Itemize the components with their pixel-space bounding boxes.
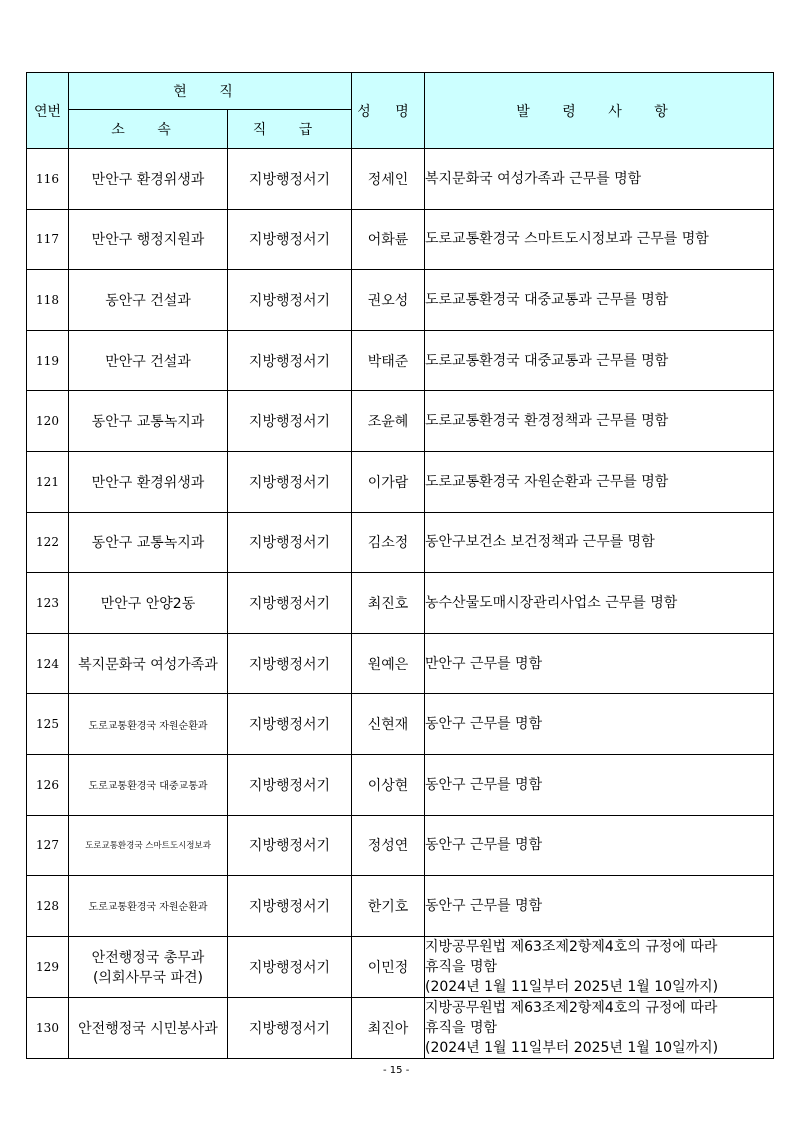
header-order: 발 령 사 항 <box>425 73 774 149</box>
row-order <box>425 209 774 270</box>
row-number: 124 <box>27 633 69 694</box>
order-line: 휴직을 명함 <box>425 1019 498 1036</box>
table-row <box>27 815 774 876</box>
row-name: 정세인 <box>352 149 425 210</box>
row-number: 117 <box>27 209 69 270</box>
affiliation-text: 만안구 행정지원과 <box>91 232 205 249</box>
row-affiliation <box>69 573 228 634</box>
affiliation-text: 동안구 건설과 <box>105 292 191 309</box>
row-number: 122 <box>27 512 69 573</box>
order-line: 동안구 근무를 명함 <box>425 776 543 793</box>
row-affiliation <box>69 512 228 573</box>
row-order <box>425 936 774 997</box>
affiliation-text: 안전행정국 총무과 <box>91 949 205 966</box>
table-row <box>27 997 774 1058</box>
order-line: 도로교통환경국 대중교통과 근무를 명함 <box>425 352 669 369</box>
row-name: 권오성 <box>352 270 425 331</box>
row-affiliation <box>69 451 228 512</box>
row-order <box>425 573 774 634</box>
row-rank: 지방행정서기 <box>228 573 352 634</box>
affiliation-text: 동안구 교통녹지과 <box>91 414 205 431</box>
table-header <box>27 73 774 149</box>
row-order <box>425 815 774 876</box>
row-rank: 지방행정서기 <box>228 330 352 391</box>
row-order <box>425 451 774 512</box>
row-name: 조윤혜 <box>352 391 425 452</box>
row-order <box>425 997 774 1058</box>
row-name: 어화륜 <box>352 209 425 270</box>
row-rank: 지방행정서기 <box>228 815 352 876</box>
row-name: 이민정 <box>352 936 425 997</box>
row-order <box>425 694 774 755</box>
row-order <box>425 270 774 331</box>
affiliation-text: 도로교통환경국 자원순환과 <box>88 720 208 732</box>
order-line: 지방공무원법 제63조제2항제4호의 규정에 따라 <box>425 938 718 955</box>
table-row <box>27 876 774 937</box>
order-line: 복지문화국 여성가족과 근무를 명함 <box>425 170 642 187</box>
row-name: 최진아 <box>352 997 425 1058</box>
row-rank: 지방행정서기 <box>228 754 352 815</box>
row-name: 최진호 <box>352 573 425 634</box>
row-name: 이가람 <box>352 451 425 512</box>
row-number: 116 <box>27 149 69 210</box>
affiliation-text: 도로교통환경국 대중교통과 <box>88 781 208 793</box>
table-row <box>27 270 774 331</box>
affiliation-text: 안전행정국 시민봉사과 <box>78 1020 218 1037</box>
row-rank: 지방행정서기 <box>228 694 352 755</box>
order-line: 도로교통환경국 대중교통과 근무를 명함 <box>425 291 669 308</box>
row-affiliation <box>69 694 228 755</box>
row-number: 118 <box>27 270 69 331</box>
row-order <box>425 633 774 694</box>
row-rank: 지방행정서기 <box>228 633 352 694</box>
row-affiliation <box>69 936 228 997</box>
table-row <box>27 633 774 694</box>
row-name: 원예은 <box>352 633 425 694</box>
row-affiliation <box>69 754 228 815</box>
order-line: 동안구 근무를 명함 <box>425 837 543 854</box>
row-order <box>425 149 774 210</box>
table-row <box>27 754 774 815</box>
affiliation-text: 만안구 환경위생과 <box>91 171 205 188</box>
row-name: 한기호 <box>352 876 425 937</box>
appointment-table <box>26 72 774 1059</box>
affiliation-note: (의회사무국 파견) <box>92 969 204 986</box>
affiliation-text: 복지문화국 여성가족과 <box>78 656 218 673</box>
table-row <box>27 451 774 512</box>
row-name: 신현재 <box>352 694 425 755</box>
row-number: 123 <box>27 573 69 634</box>
order-line: 도로교통환경국 환경정책과 근무를 명함 <box>425 413 669 430</box>
order-line: (2024년 1월 11일부터 2025년 1월 10일까지) <box>425 978 719 995</box>
row-number: 119 <box>27 330 69 391</box>
row-rank: 지방행정서기 <box>228 270 352 331</box>
table-row <box>27 694 774 755</box>
table-row <box>27 512 774 573</box>
table-body <box>27 149 774 1059</box>
affiliation-text: 만안구 환경위생과 <box>91 474 205 491</box>
page-number: - 15 - <box>383 1065 410 1076</box>
table-row <box>27 936 774 997</box>
affiliation-text: 동안구 교통녹지과 <box>91 535 205 552</box>
table-row <box>27 573 774 634</box>
row-affiliation <box>69 997 228 1058</box>
order-line: (2024년 1월 11일부터 2025년 1월 10일까지) <box>425 1039 719 1056</box>
row-affiliation <box>69 633 228 694</box>
order-line: 도로교통환경국 자원순환과 근무를 명함 <box>425 473 669 490</box>
order-line: 농수산물도매시장관리사업소 근무를 명함 <box>425 594 678 611</box>
row-number: 127 <box>27 815 69 876</box>
order-line: 동안구보건소 보건정책과 근무를 명함 <box>425 534 655 551</box>
header-no: 연번 <box>27 73 69 149</box>
header-affiliation: 소 속 <box>69 110 228 149</box>
affiliation-text: 도로교통환경국 자원순환과 <box>88 902 208 914</box>
order-line: 만안구 근무를 명함 <box>425 655 543 672</box>
row-order <box>425 754 774 815</box>
row-rank: 지방행정서기 <box>228 876 352 937</box>
row-affiliation <box>69 209 228 270</box>
affiliation-text: 만안구 안양2동 <box>100 595 196 612</box>
row-number: 128 <box>27 876 69 937</box>
row-number: 129 <box>27 936 69 997</box>
row-affiliation <box>69 330 228 391</box>
row-order <box>425 876 774 937</box>
row-affiliation <box>69 391 228 452</box>
table-row <box>27 391 774 452</box>
row-number: 120 <box>27 391 69 452</box>
row-order <box>425 512 774 573</box>
header-current-position: 현 직 <box>69 73 352 110</box>
row-rank: 지방행정서기 <box>228 391 352 452</box>
row-rank: 지방행정서기 <box>228 936 352 997</box>
row-number: 130 <box>27 997 69 1058</box>
row-rank: 지방행정서기 <box>228 209 352 270</box>
header-name: 성 명 <box>352 73 425 149</box>
affiliation-text: 만안구 건설과 <box>105 353 191 370</box>
row-name: 김소정 <box>352 512 425 573</box>
order-line: 휴직을 명함 <box>425 958 498 975</box>
order-line: 도로교통환경국 스마트도시정보과 근무를 명함 <box>425 231 709 248</box>
header-rank: 직 급 <box>228 110 352 149</box>
row-name: 정성연 <box>352 815 425 876</box>
row-rank: 지방행정서기 <box>228 149 352 210</box>
table-row <box>27 330 774 391</box>
affiliation-text: 도로교통환경국 스마트도시정보과 <box>85 841 211 852</box>
row-affiliation <box>69 876 228 937</box>
row-rank: 지방행정서기 <box>228 512 352 573</box>
row-name: 이상현 <box>352 754 425 815</box>
row-affiliation <box>69 815 228 876</box>
order-line: 지방공무원법 제63조제2항제4호의 규정에 따라 <box>425 999 718 1016</box>
row-order <box>425 330 774 391</box>
row-affiliation <box>69 149 228 210</box>
row-affiliation <box>69 270 228 331</box>
row-number: 121 <box>27 451 69 512</box>
row-name: 박태준 <box>352 330 425 391</box>
row-number: 126 <box>27 754 69 815</box>
row-number: 125 <box>27 694 69 755</box>
order-line: 동안구 근무를 명함 <box>425 716 543 733</box>
row-rank: 지방행정서기 <box>228 997 352 1058</box>
table-row <box>27 209 774 270</box>
table-row <box>27 149 774 210</box>
row-rank: 지방행정서기 <box>228 451 352 512</box>
row-order <box>425 391 774 452</box>
order-line: 동안구 근무를 명함 <box>425 897 543 914</box>
